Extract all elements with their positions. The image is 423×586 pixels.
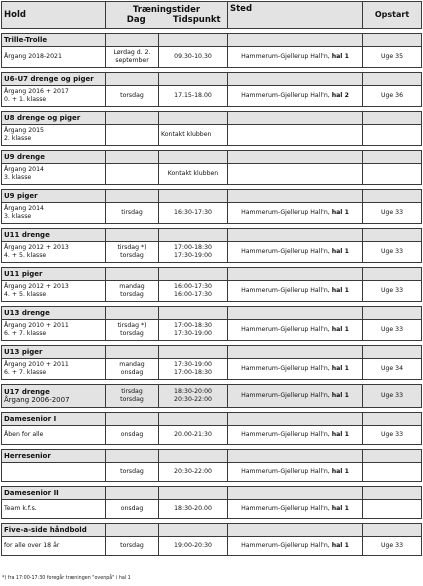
team-time [159, 86, 228, 107]
team-time [159, 242, 228, 263]
team-location [228, 320, 363, 341]
day-value: onsdag [120, 369, 144, 376]
team-location [228, 537, 363, 556]
title-empty-cell [228, 413, 363, 426]
title-empty-cell [363, 346, 422, 359]
day-value: mandag [119, 361, 145, 368]
team-day [106, 426, 159, 445]
desc-line: 2. klasse [4, 135, 32, 142]
team-data-row [2, 125, 422, 146]
team-time [159, 359, 228, 380]
time-value: 20:30-22:00 [174, 468, 212, 475]
team-day [106, 125, 159, 146]
team-desc [2, 164, 106, 185]
team-opstart: Uge 33 [363, 385, 422, 408]
location-hall: Hammerum-Gjellerup Hall'n, [241, 505, 332, 512]
team-title-row [2, 229, 422, 242]
time-value: 09.30-10.30 [174, 53, 212, 60]
team-title-row [2, 190, 422, 203]
day-value: onsdag [120, 505, 144, 512]
location-hal-number: hal 1 [331, 468, 349, 475]
team-title: U17 drenge [4, 388, 50, 396]
team-title-row [2, 112, 422, 125]
day-value: torsdag [120, 468, 144, 475]
header-sted: Sted [228, 2, 363, 29]
team-day [106, 281, 159, 302]
location-hall: Hammerum-Gjellerup Hall'n, [241, 209, 332, 216]
team-title: Damesenior I [2, 413, 106, 426]
time-value: 20.00-21:30 [174, 431, 212, 438]
title-empty-cell [363, 450, 422, 463]
team-desc [2, 463, 106, 482]
team-title: Damesenior II [2, 487, 106, 500]
team-title: U11 drenge [2, 229, 106, 242]
title-empty-cell [228, 487, 363, 500]
header-training-times [106, 2, 228, 29]
team-location [228, 281, 363, 302]
team-time [159, 281, 228, 302]
title-empty-cell [363, 34, 422, 47]
title-empty-cell [363, 413, 422, 426]
team-title-row [2, 73, 422, 86]
location-hall: Hammerum-Gjellerup Hall'n, [241, 365, 332, 372]
header-opstart: Opstart [363, 2, 422, 29]
team-data-row [2, 426, 422, 445]
team-time [159, 164, 228, 185]
time-value: 19:00-20:30 [174, 542, 212, 549]
location-hal-number: hal 1 [331, 248, 349, 255]
title-empty-cell [159, 346, 228, 359]
day-value: torsdag [120, 542, 144, 549]
header-row [2, 2, 422, 29]
desc-line: 6. + 7. klasse [4, 330, 47, 337]
team-title: U11 piger [2, 268, 106, 281]
title-empty-cell [228, 450, 363, 463]
team-desc [2, 281, 106, 302]
team-data-row [2, 164, 422, 185]
team-opstart [363, 463, 422, 482]
team-day [106, 320, 159, 341]
team-data-row [2, 463, 422, 482]
title-empty-cell [106, 307, 159, 320]
location-hal-number: hal 1 [331, 326, 349, 333]
location-hal-number: hal 1 [331, 53, 349, 60]
team-location [228, 47, 363, 68]
team-location [228, 86, 363, 107]
team-location [228, 426, 363, 445]
title-empty-cell [228, 524, 363, 537]
desc-line: Årgang 2014 [4, 205, 44, 212]
team-location [228, 463, 363, 482]
title-empty-cell [363, 112, 422, 125]
location-hal-number: hal 1 [331, 542, 349, 549]
team-opstart: Uge 33 [363, 426, 422, 445]
title-empty-cell [106, 73, 159, 86]
title-empty-cell [363, 151, 422, 164]
time-value: 17:00-18:30 [174, 322, 212, 329]
team-data-row [2, 537, 422, 556]
location-hal-number: hal 1 [331, 392, 349, 399]
time-value: 20:30-22:00 [174, 396, 212, 403]
location-hall: Hammerum-Gjellerup Hall'n, [241, 248, 332, 255]
team-title-row [2, 307, 422, 320]
day-value: torsdag [120, 252, 144, 259]
team-title: U8 drenge og piger [2, 112, 106, 125]
team-location [228, 500, 363, 519]
title-empty-cell [363, 268, 422, 281]
team-title-row [2, 487, 422, 500]
team-location [228, 125, 363, 146]
title-empty-cell [159, 268, 228, 281]
location-hall: Hammerum-Gjellerup Hall'n, [241, 431, 332, 438]
title-empty-cell [228, 268, 363, 281]
team-desc: Årgang 2006-2007 [4, 396, 70, 404]
team-day [106, 47, 159, 68]
team-title: Five-a-side håndbold [2, 524, 106, 537]
day-value: torsdag [120, 396, 144, 403]
title-empty-cell [228, 34, 363, 47]
team-location [228, 359, 363, 380]
day-value: tirsdag *) [117, 322, 147, 329]
desc-line: Årgang 2014 [4, 166, 44, 173]
title-empty-cell [106, 112, 159, 125]
title-empty-cell [106, 268, 159, 281]
title-empty-cell [228, 190, 363, 203]
team-data-row [2, 86, 422, 107]
team-desc [2, 242, 106, 263]
location-hall: Hammerum-Gjellerup Hall'n, [241, 326, 332, 333]
team-day [106, 359, 159, 380]
team-name [2, 385, 106, 408]
team-desc [2, 47, 106, 68]
team-time [159, 203, 228, 224]
title-empty-cell [363, 73, 422, 86]
team-day [106, 164, 159, 185]
team-time [159, 125, 228, 146]
team-title: U9 piger [2, 190, 106, 203]
team-data-row [2, 500, 422, 519]
team-data-row [2, 47, 422, 68]
time-value: 17:30-19:00 [174, 330, 212, 337]
team-location [228, 203, 363, 224]
title-empty-cell [159, 190, 228, 203]
day-value: mandag [119, 283, 145, 290]
location-hal-number: hal 2 [331, 92, 349, 99]
team-day [106, 242, 159, 263]
team-opstart: Uge 34 [363, 359, 422, 380]
team-title-row [2, 346, 422, 359]
desc-line: Årgang 2015 [4, 127, 44, 134]
location-hall: Hammerum-Gjellerup Hall'n, [241, 92, 332, 99]
title-empty-cell [159, 413, 228, 426]
day-value: torsdag [120, 291, 144, 298]
desc-line: 6. + 7. klasse [4, 369, 47, 376]
title-empty-cell [363, 190, 422, 203]
title-empty-cell [106, 190, 159, 203]
title-empty-cell [228, 73, 363, 86]
location-hall: Hammerum-Gjellerup Hall'n, [241, 287, 332, 294]
desc-line: Årgang 2018-2021 [4, 53, 62, 60]
title-empty-cell [159, 229, 228, 242]
team-title: U9 drenge [2, 151, 106, 164]
desc-line: Årgang 2010 + 2011 [4, 361, 69, 368]
title-empty-cell [106, 229, 159, 242]
team-day [106, 537, 159, 556]
desc-line: Årgang 2012 + 2013 [4, 283, 69, 290]
team-location [228, 385, 363, 408]
location-hall: Hammerum-Gjellerup Hall'n, [241, 392, 332, 399]
team-day [106, 463, 159, 482]
location-hal-number: hal 1 [331, 365, 349, 372]
desc-line: Årgang 2010 + 2011 [4, 322, 69, 329]
title-empty-cell [159, 112, 228, 125]
team-opstart: Uge 33 [363, 242, 422, 263]
time-value: Kontakt klubben [167, 170, 219, 177]
team-day [106, 86, 159, 107]
team-opstart [363, 500, 422, 519]
title-empty-cell [106, 413, 159, 426]
time-value: 16:00-17:30 [174, 291, 212, 298]
title-empty-cell [159, 73, 228, 86]
title-empty-cell [159, 450, 228, 463]
day-value: tirsdag *) [117, 244, 147, 251]
team-opstart: Uge 35 [363, 47, 422, 68]
team-title-row [2, 413, 422, 426]
team-title-row [2, 34, 422, 47]
time-value: Kontakt klubben [161, 131, 212, 138]
day-value: Lørdag d. 2. [113, 49, 151, 56]
team-opstart: Uge 33 [363, 281, 422, 302]
team-desc [2, 426, 106, 445]
team-day [106, 500, 159, 519]
desc-line: Team k.f.s. [4, 505, 37, 512]
team-time [159, 320, 228, 341]
desc-line: 3. klasse [4, 174, 32, 181]
title-empty-cell [363, 524, 422, 537]
desc-line: for alle over 18 år [4, 542, 60, 549]
team-time [159, 463, 228, 482]
title-empty-cell [363, 229, 422, 242]
team-desc [2, 320, 106, 341]
team-time [159, 500, 228, 519]
team-data-row [2, 320, 422, 341]
location-hal-number: hal 1 [331, 209, 349, 216]
title-empty-cell [363, 307, 422, 320]
team-opstart: Uge 33 [363, 537, 422, 556]
desc-line: 3. klasse [4, 213, 32, 220]
team-desc [2, 359, 106, 380]
title-empty-cell [106, 151, 159, 164]
time-value: 18:30-20:00 [174, 388, 212, 395]
location-hall: Hammerum-Gjellerup Hall'n, [241, 468, 332, 475]
title-empty-cell [363, 487, 422, 500]
time-value: 17:30-19:00 [174, 252, 212, 259]
team-title-row [2, 268, 422, 281]
day-value: torsdag [120, 330, 144, 337]
location-hall: Hammerum-Gjellerup Hall'n, [241, 53, 332, 60]
time-value: 16:30-17:30 [174, 209, 212, 216]
title-empty-cell [159, 487, 228, 500]
team-opstart [363, 125, 422, 146]
header-tidspunkt: Tidspunkt [172, 15, 221, 25]
schedule-table [1, 1, 422, 556]
day-value: tirsdag [121, 388, 143, 395]
title-empty-cell [106, 450, 159, 463]
day-value: onsdag [120, 431, 144, 438]
team-day [106, 385, 159, 408]
team-desc [2, 125, 106, 146]
location-hal-number: hal 1 [331, 431, 349, 438]
team-title: Trille-Trolle [2, 34, 106, 47]
location-hal-number: hal 1 [331, 505, 349, 512]
day-value: tirsdag [121, 209, 143, 216]
team-title-row [2, 450, 422, 463]
team-data-row [2, 203, 422, 224]
title-empty-cell [228, 346, 363, 359]
team-time [159, 47, 228, 68]
team-title-row [2, 151, 422, 164]
team-data-row [2, 359, 422, 380]
team-title: Herresenior [2, 450, 106, 463]
day-value: torsdag [120, 92, 144, 99]
team-title: U13 piger [2, 346, 106, 359]
title-empty-cell [228, 307, 363, 320]
team-data-row [2, 281, 422, 302]
desc-line: 4. + 5. klasse [4, 291, 47, 298]
time-value: 16:00-17:30 [174, 283, 212, 290]
header-traeningstider: Træningstider [132, 5, 201, 15]
title-empty-cell [228, 151, 363, 164]
team-data-row [2, 242, 422, 263]
title-empty-cell [159, 524, 228, 537]
team-time [159, 537, 228, 556]
title-empty-cell [228, 229, 363, 242]
time-value: 17:00-18:30 [174, 244, 212, 251]
team-title: U6-U7 drenge og piger [2, 73, 106, 86]
footnote: *) fra 17:00-17:30 foregår træningen "ovenpå" i hal 1 [2, 576, 131, 581]
team-title-row [2, 524, 422, 537]
desc-line: Årgang 2016 + 2017 [4, 88, 69, 95]
location-hall: Hammerum-Gjellerup Hall'n, [241, 542, 332, 549]
team-opstart: Uge 33 [363, 320, 422, 341]
team-desc [2, 537, 106, 556]
title-empty-cell [106, 34, 159, 47]
team-location [228, 164, 363, 185]
desc-line: Årgang 2012 + 2013 [4, 244, 69, 251]
day-value: september [115, 57, 149, 64]
time-value: 18:30-20.00 [174, 505, 212, 512]
team-row [2, 385, 422, 408]
desc-line: Åben for alle [4, 431, 44, 438]
team-time [159, 385, 228, 408]
title-empty-cell [228, 112, 363, 125]
header-hold: Hold [2, 2, 106, 29]
team-time [159, 426, 228, 445]
team-location [228, 242, 363, 263]
time-value: 17:00-18:30 [174, 369, 212, 376]
time-value: 17.15-18.00 [174, 92, 212, 99]
desc-line: 4. + 5. klasse [4, 252, 47, 259]
team-title: U13 drenge [2, 307, 106, 320]
title-empty-cell [159, 34, 228, 47]
desc-line: 0. + 1. klasse [4, 96, 47, 103]
team-desc [2, 500, 106, 519]
title-empty-cell [159, 307, 228, 320]
time-value: 17:30-19:00 [174, 361, 212, 368]
title-empty-cell [106, 524, 159, 537]
location-hal-number: hal 1 [331, 287, 349, 294]
title-empty-cell [106, 346, 159, 359]
team-desc [2, 203, 106, 224]
team-opstart [363, 164, 422, 185]
team-opstart: Uge 36 [363, 86, 422, 107]
team-day [106, 203, 159, 224]
title-empty-cell [106, 487, 159, 500]
header-dag: Dag [126, 15, 146, 25]
team-desc [2, 86, 106, 107]
team-opstart: Uge 33 [363, 203, 422, 224]
title-empty-cell [159, 151, 228, 164]
